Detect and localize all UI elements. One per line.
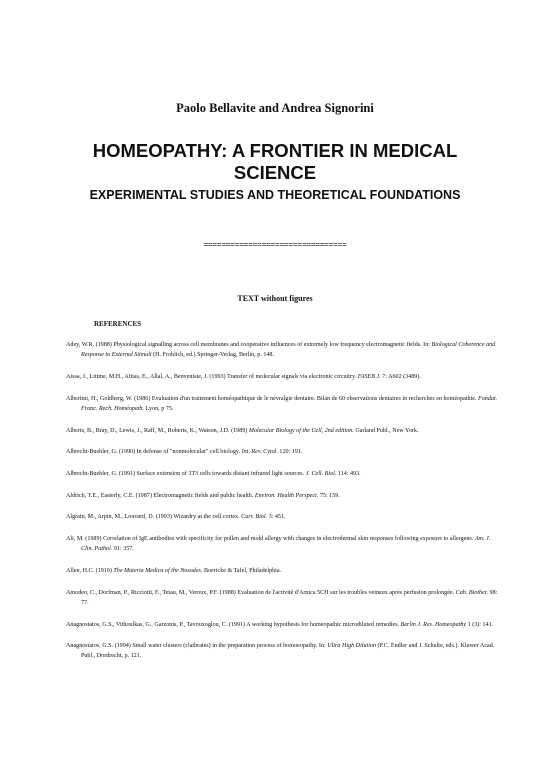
- reference-details: (P.C. Endler and J. Schulte, eds.). Kluwer Acad. Publ., Dordrecht, p. 121.: [81, 643, 495, 660]
- reference-text: Albertini, H., Goldberg, W. (1986) Evaluation d'un traitement homéopathique de le névralgie dentaire. Bilan de 60 observations dentaires in recherches en homéopathie.: [66, 395, 479, 402]
- reference-text: Anagnostatos, G.S., Vithoulkas, G., Garzonis, P., Tavouxoglou, C. (1991) A working hypothesis for homeopathic microdiluted remedies.: [66, 621, 401, 628]
- reference-source: J. Cell. Biol.: [305, 470, 337, 477]
- reference-details: Lyon, p 75.: [144, 405, 174, 412]
- reference-entry: [66, 426, 500, 436]
- reference-entry: [66, 372, 500, 382]
- reference-text: Amodeo, C., Dorfman, P., Ricciotti, F., Tetau, M., Veroux, P.F. (1988) Evaluation de l'activité d'Arnica 5CH sur les troubles veineux après perfusion prolongée.: [66, 589, 456, 596]
- document-subtitle: EXPERIMENTAL STUDIES AND THEORETICAL FOUNDATIONS: [89, 188, 461, 202]
- references-list: [66, 340, 500, 673]
- reference-details: 120: 191.: [277, 449, 303, 456]
- reference-source: Cah. Biother.: [455, 589, 488, 596]
- reference-entry: [66, 394, 500, 414]
- reference-source: Ultra High Dilution: [327, 643, 376, 650]
- reference-text: Anagnostatos, G.S. (1994) Small water clusters (clathrates) in the preparation process of homoeopathy. In:: [66, 643, 328, 650]
- authors: Paolo Bellavite and Andrea Signorini: [176, 101, 374, 115]
- reference-text: Albrecht-Buehler, G. (1991) Surface extension of 3T3 cells towards distant infrared light sources.: [66, 470, 306, 477]
- reference-text: Algrain, M., Arpin, M., Louvard, D. (1993) Wizardry at the cell cortex.: [66, 514, 242, 521]
- reference-details: 114: 493.: [336, 470, 361, 477]
- reference-entry: [66, 588, 500, 608]
- reference-entry: [66, 340, 500, 360]
- reference-source: Am. J. Clin. Pathol.: [81, 536, 491, 553]
- reference-details: (H. Frohlich, ed.) Springer-Verlag, Berlin, p. 148.: [151, 352, 274, 359]
- reference-details: 3: 451.: [267, 514, 286, 521]
- reference-details: 1 (3): 141.: [466, 621, 494, 628]
- reference-entry: [66, 512, 500, 522]
- reference-entry: [66, 491, 500, 501]
- reference-source: FASEB J.: [357, 373, 381, 380]
- reference-source: Molecular Biology of the Cell, 2nd edition.: [248, 427, 354, 434]
- reference-text: Aissa, J., Litime, M.H., Attias, E., Allal, A., Benveniste, J. (1993) Transfer of molecular signals via electronic circuitry.: [66, 373, 358, 380]
- reference-entry: [66, 469, 500, 479]
- reference-text: Aldrich, T.E., Easterly, C.E. (1987) Electromagnetic fields and public health.: [66, 492, 255, 499]
- reference-text: Albrecht-Buehler, G. (1990) In defense of "nonmolecular" cell biology.: [66, 449, 242, 456]
- reference-source: Berlin J. Res. Homeopathy: [400, 621, 467, 628]
- reference-text: Ali, M. (1989) Correlation of IgE antibodies with specificity for pollen and mold allergy with changes in electrodermal skin responses following exposure to allergens.: [66, 536, 475, 543]
- reference-text: Alberts, B., Bray, D., Lewis, J., Raff, M., Roberts, K., Watson, J.D. (1989): [66, 427, 249, 434]
- document-title: HOMEOPATHY: A FRONTIER IN MEDICAL SCIENCE: [92, 140, 458, 183]
- references-heading: REFERENCES: [94, 320, 142, 328]
- reference-source: Int. Rev. Cytol.: [241, 449, 278, 456]
- reference-details: 98: 77.: [81, 589, 498, 606]
- reference-entry: [66, 620, 500, 630]
- reference-entry: [66, 534, 500, 554]
- text-note: TEXT without figures: [237, 294, 313, 303]
- reference-source: Environ. Health Perspect.: [254, 492, 319, 499]
- reference-details: Garland Publ., New York.: [353, 427, 419, 434]
- separator-line: ================================: [203, 240, 347, 249]
- reference-details: Boericke & Tafel, Philadelphia.: [202, 567, 282, 574]
- reference-details: 7: A602 (3489).: [380, 373, 421, 380]
- reference-source: Fondat. Franc. Rech. Homéopath.: [81, 395, 498, 412]
- reference-details: 91: 357.: [112, 546, 134, 553]
- reference-text: Adey, W.R. (1988) Physiological signalling across cell membranes and cooperative influences of extremely low frequency electromagnetic fields. In:: [66, 342, 432, 348]
- reference-text: Allen, H.C. (1910): [66, 567, 114, 574]
- reference-source: Biological Coherence and Response to External Stimuli: [81, 342, 496, 359]
- reference-source: The Materia Medica of the Nosodes.: [113, 567, 203, 574]
- reference-entry: [66, 566, 500, 576]
- reference-entry: [66, 641, 500, 661]
- reference-entry: [66, 447, 500, 457]
- reference-details: 75: 159.: [318, 492, 340, 499]
- reference-source: Curr. Biol.: [241, 514, 268, 521]
